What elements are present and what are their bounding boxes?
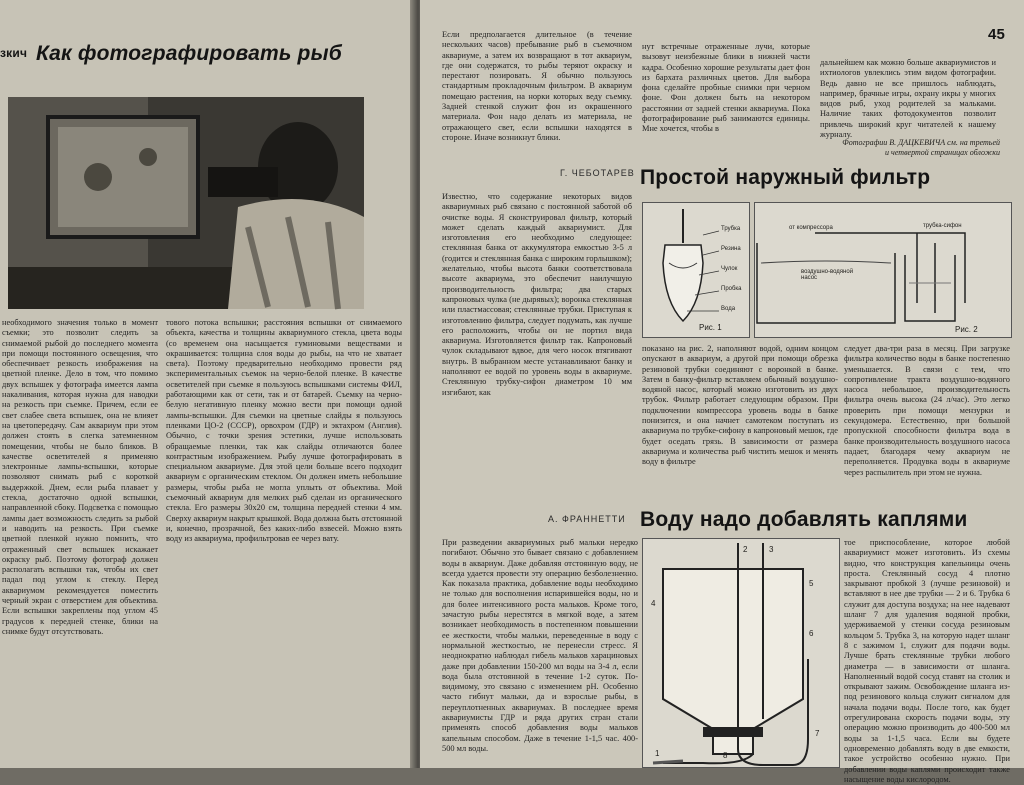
fig3-label-1: 1: [655, 749, 660, 758]
filter-headline: Простой наружный фильтр: [640, 166, 931, 189]
photographer-photo: [8, 97, 364, 309]
water-headline: Воду надо добавлять каплями: [640, 508, 968, 531]
fig2-label-1: от компрессора: [789, 225, 833, 231]
fig2-label-3: воздушно-водяной насос: [801, 269, 854, 281]
fig1-label-2: Резина: [721, 246, 741, 252]
fig1-caption: Рис. 1: [699, 323, 722, 332]
figure-2-drawing: [755, 203, 1011, 337]
page-number: 45: [988, 26, 1006, 43]
left-page: [0, 0, 418, 768]
fig2-label-2: трубка-сифон: [923, 223, 962, 229]
filter-byline: Г. ЧЕБОТАРЕВ: [560, 168, 635, 178]
left-headline: Как фотографировать рыб: [36, 42, 342, 65]
figure-1: [642, 202, 750, 338]
left-column-2: тового потока вспышки; расстояния вспышки от снимаемого объекта, качества и толщины аквариумного стекла, цвета воды (со временем она насыщается гуминовыми веществами и окрашивается: толщина слоя воды до рыбы, на что не хватает света). Поэтому предварительно необходимо провести ряд экспериментальных съемок на черно-белой пленке. В качестве осветителей при съемке я пользуюсь вспышками системы ФИЛ, работающими как от сети, так и от батарей. Съемку на черно-белую негативную пленку можно вести при помощи одной лампы-вспышки. Для съемки на цветные слайды я пользуюсь пленками ЦО-2 (СССР), орвохром (ГДР) и эктахром (Англия). Обычно, с точки зрения эстетики, лучше использовать обращаемые пленки, так как слайды отличаются более контрастным изображением. Рыбу лучше фотографировать в специальном аквариуме. Для этой цели больше всего подходит аквариум с органическим стеклом. Он должен иметь небольшие размеры, чтобы рыба не могла уплыть от объектива. Мой съемочный аквариум для мелких рыб сделан из органического стекла. Его размеры 30х20 см, толщина передней стенки 4 мм. Сверху аквариум накрыт крышкой. Вода должна быть отстоянной и, конечно, прозрачной, без каких-либо взвесей. Можно взять воду из аквариума, профильтровав ее через вату.: [166, 318, 402, 544]
water-column-1: При разведении аквариумных рыб мальки нередко погибают. Обычно это бывает связано с добавлением воды в аквариум. Даже добавляя отстоянную воду, не всегда удается провести эту операцию безболезненно. Как показала практика, добавление воды необходимо не только для восполнения испарившейся воды, но и для более интенсивного роста мальков. Кроме того, зачастую рыбы нерестятся в мягкой воде, а затем возникает необходимость в постепенном повышении ее жесткости, чтобы мальки, переведенные в воду с нормальной жесткостью, не перенесли стресс. Я неоднократно наблюдал гибель мальков харациновых даже при добавлении 150-200 мл воды на 3-4 л, если вода была отстоянной в течение 1-2 суток. По-видимому, это связано с изменением pH. Особенно часто гибнут мальки, да и взрослые рыбы, в переуплотненных аквариумах. В последнее время аквариумисты ГДР и ряда других стран стали применять способ добавления воды мальков капельным способом. Даже в течение 1-1,5 час. 400-500 мл воды.: [442, 538, 638, 753]
right-page: [420, 0, 1024, 784]
fig3-label-8: 8: [723, 751, 728, 760]
water-byline: А. ФРАННЕТТИ: [548, 514, 626, 524]
filter-column-1: Известно, что содержание некоторых видов аквариумных рыб связано с постоянной заботой об очистке воды. Я сконструировал фильтр, который может сделать каждый аквариумист. Для изготовления его необходимо следующее: стеклянная банка от аккумулятора емкостью 3-5 л (годится и стеклянная банка с широким горлышком); желательно, чтобы высота банки соответствовала высоте аквариума, это обеспечит наилучшую производительность фильтра; два старых капроновых чулка (не дырявых); воронка стеклянная или пластмассовая; стеклянные трубки. Приступая к изготовлению фильтра, следует подумать, как лучше его расположить, чтобы он не портил вида аквариума. Изготовляется фильтр так. Капроновый чулок складывают вдвое, для чего носок втягивают внутрь. В выбранном месте устанавливают банку и наполняют ее водой по уровень воды в аквариуме. Стеклянную трубку-сифон диаметром 10 мм изгибают, как: [442, 192, 632, 397]
top-column-3: дальнейшем как можно больше аквариумистов и ихтиологов увлеклись этим видом фотографии. Ведь давно не все пришлось наблюдать, например, брачные игры, охрану икры у многих видов рыб, уход родителей за мальками. Наличие таких фотодокументов позволит привлечь широкий круг читателей к нашему журналу.: [820, 58, 996, 140]
left-column-1: необходимого значения только в момент съемки; это позволит следить за снимаемой рыбой до последнего момента при помощи постоянного освещения, что обеспечивает резкость изображения на цветной пленке. Дело в том, что помимо двух вспышек у фотографа имеется лампа накаливания, которая нужна для наводки на резкость при съемке. Причем, если ее свет слабее света вспышек, она не влияет на цветопередачу. Сам аквариум при этом должен стоять в слегка затемненном помещении, чтобы не было бликов. В качестве осветителей я применяю электронные лампы-вспышки, которые позволяют снимать рыб с короткой выдержкой. Днем, если рыба плавает у стекла, достаточно одной вспышки, направленной сбоку. Подсветка с помощью лампы дает возможность следить за рыбой и наводить на резкость. При съемке цветной пленкой нужно помнить, что отраженный свет вспышек искажает окраску рыб. Поэтому фотограф должен располагать вспышки так, чтобы их свет падал под углом к стеклу. Перед аквариумом рекомендуется поместить черный экран с отверстием для объектива. Если вспышки закреплены под углом 45 градусов к передней стенке, блики на снимке будут отсутствовать.: [2, 318, 158, 636]
fig3-label-2: 2: [743, 545, 748, 554]
figure-3-drawing: [643, 539, 839, 767]
figure-2: [754, 202, 1012, 338]
fig3-label-4: 4: [651, 599, 656, 608]
figure-3: [642, 538, 840, 768]
photo-credit: Фотографии В. ДАЦКЕВИЧА см. на третьей и четвертой страницах обложки: [842, 138, 1000, 157]
fig3-label-7: 7: [815, 729, 820, 738]
fig1-label-5: Вода: [721, 306, 736, 312]
fig1-label-1: Трубка: [721, 226, 741, 232]
filter-column-2: показано на рис. 2, наполняют водой, одним концом опускают в аквариум, а другой при помощи обрезка резиновой трубки соединяют с воронкой в банке. Затем в банку-фильтр вставляем обычный воздушно-водяной насос, который можно изготовить из двух трубок. Фильтр работает следующим образом. При подключении компрессора уровень воды в банке понизится, и она начнет самотеком поступать из аквариума по трубке-сифону в капроновый мешок, где будет оседать грязь. В зависимости от размера аквариума и количества рыб чистить мешок и менять воду в фильтре: [642, 344, 838, 467]
fig3-label-3: 3: [769, 545, 774, 554]
fig1-label-4: Пробка: [721, 286, 742, 292]
top-column-2: нут встречные отраженные лучи, которые вызовут неизбежные блики в нижней части кадра. Особенно хорошие результаты дает фон из бархата различных цветов. Для выбора фона сделайте пробные снимки при черном фоне. Фон должен быть на некотором расстоянии от задней стенки аквариума. Пока фотографирование рыб занимаются единицы. Мне хочется, чтобы в: [642, 42, 810, 134]
top-column-1: Если предполагается длительное (в течение нескольких часов) пребывание рыб в съемочном аквариуме, а затем их возвращают в тот аквариум, где они содержатся, то рыбы теряют окраску и перестают позировать. Я обычно пользуюсь стандартным прокладочным фильтром. В аквариум помещаю растения, на норки которых веду съемку. Задней стенкой служит фон из окрашенного материала. Фон надо делать из материала, не отражающего свет, если вспышки находятся в стороне. Иначе возникнут блики.: [442, 30, 632, 142]
fig1-label-3: Чулок: [721, 266, 738, 272]
photographer-photo-image: [8, 97, 364, 309]
fig2-caption: Рис. 2: [955, 325, 978, 334]
filter-column-3: следует два-три раза в месяц. При загрузке фильтра количество воды в банке постепенно уменьшается. В связи с тем, что сопротивление тракта воздушно-водяного насоса небольшое, производительность фильтра очень высока (24 л/час). Это легко проверить при помощи мензурки и секундомера. Естественно, при большой пропускной способности фильтра вода в банке производительность воздушного насоса падает, благодаря чему аквариум не переполняется. Продувка воды в аквариуме через распылитель при этом не нужна.: [844, 344, 1010, 477]
fig3-label-5: 5: [809, 579, 814, 588]
left-running-letters: зкич: [0, 46, 28, 60]
fig3-label-6: 6: [809, 629, 814, 638]
water-column-2: тое приспособление, которое любой аквариумист может изготовить. Из схемы видно, что конструкция капельницы очень проста. Стеклянный сосуд 4 плотно закрывают пробкой 3 (лучше резиновой) и вставляют в нее две трубки — 2 и 6. Трубка 6 служит для доступа воздуха; на нее надевают шланг 7 для удаления водяной пробки, удерживаемой у стенки сосуда резиновым кольцом 5. Трубка 3, на которую надет шланг 8 с зажимом 1, служит для подачи воды. Лучше брать стеклянные трубки любого диаметра — в зависимости от шланга. Наполненный водой сосуд ставят на столик и открывают зажим. Освобождение шланга из-под резинового кольца служит сигналом для начала подачи воды. После того, как будет отрегулирована скорость подачи воды, эту операцию можно производить до 400-500 мл воды за 1-1,5 часа. Если вы будете одновременно добавлять воду в две емкости, такое устройство особенно нужно. При добавлении воды каплями происходит также насыщение воды кислородом.: [844, 538, 1010, 784]
